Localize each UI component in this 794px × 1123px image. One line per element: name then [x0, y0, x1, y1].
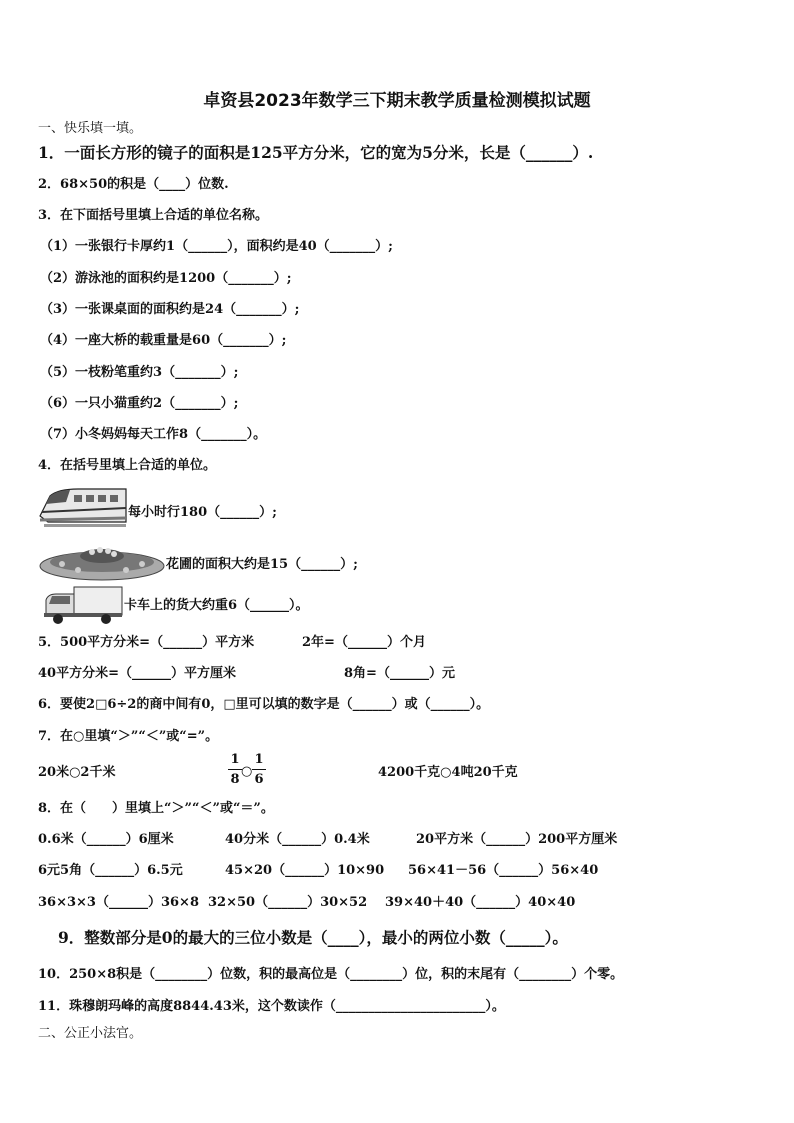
fraction-denominator: 6 — [254, 772, 264, 787]
question-5-d: 8角=（______）元 — [344, 666, 455, 681]
question-2: 2．68×50的积是（____）位数. — [38, 177, 229, 192]
question-3-item-7: （7）小冬妈妈每天工作8（_______）。 — [40, 427, 267, 442]
question-3-item-1: （1）一张银行卡厚约1（______），面积约是40（_______）; — [40, 239, 393, 254]
question-6: 6．要使2□6÷2的商中间有0，□里可以填的数字是（______）或（______）。 — [38, 697, 490, 712]
question-7-c: 4200千克○4吨20千克 — [378, 765, 518, 780]
question-8-r3-c2: 32×50（______）30×52 — [208, 895, 368, 910]
question-8-r3-c3: 39×40＋40（______）40×40 — [385, 895, 576, 910]
question-4-item-1: 每小时行180（______）; — [128, 505, 277, 520]
question-4-item-3: 卡车上的货大约重6（______）。 — [124, 598, 309, 613]
fraction-one-sixth — [252, 752, 266, 787]
train-image — [38, 486, 128, 532]
fraction-one-eighth — [228, 752, 242, 787]
question-9: 9．整数部分是0的最大的三位小数是（____），最小的两位小数（_____）。 — [58, 928, 568, 947]
page-title: 卓资县2023年数学三下期末教学质量检测模拟试题 — [203, 91, 591, 111]
question-5-c: 40平方分米=（______）平方厘米 — [38, 666, 236, 681]
fraction-denominator: 8 — [230, 772, 240, 787]
question-3-item-2: （2）游泳池的面积约是1200（_______）; — [40, 271, 292, 286]
question-10: 10．250×8积是（________）位数，积的最高位是（________）位，积的末尾有（________）个零。 — [38, 967, 624, 982]
fraction-numerator: 1 — [254, 752, 264, 767]
compare-circle: ○ — [241, 764, 253, 779]
question-8-r1-c2: 40分米（______）0.4米 — [225, 832, 370, 847]
question-7: 7．在○里填“＞”“＜”或“=”。 — [38, 729, 219, 744]
truck-image — [42, 584, 124, 626]
question-4-item-2: 花圃的面积大约是15（______）; — [166, 557, 358, 572]
question-8-r1-c1: 0.6米（______）6厘米 — [38, 832, 174, 847]
fraction-numerator: 1 — [230, 752, 240, 767]
section-heading-2: 二、公正小法官。 — [38, 1026, 143, 1041]
question-1: 1．一面长方形的镜子的面积是125平方分米，它的宽为5分米，长是（______）. — [38, 143, 594, 162]
question-8-r2-c2: 45×20（______）10×90 — [225, 863, 385, 878]
section-heading-1: 一、快乐填一填。 — [38, 121, 143, 136]
question-8-r2-c1: 6元5角（______）6.5元 — [38, 863, 183, 878]
question-3-item-6: （6）一只小猫重约2（_______）; — [40, 396, 239, 411]
question-8-r1-c3: 20平方米（______）200平方厘米 — [416, 832, 618, 847]
question-3-item-3: （3）一张课桌面的面积约是24（_______）; — [40, 302, 300, 317]
question-4: 4．在括号里填上合适的单位。 — [38, 458, 217, 473]
question-3: 3．在下面括号里填上合适的单位名称。 — [38, 208, 269, 223]
question-11: 11．珠穆朗玛峰的高度8844.43米，这个数读作（_______________________）。 — [38, 999, 505, 1014]
question-3-item-4: （4）一座大桥的载重量是60（_______）; — [40, 333, 287, 348]
question-5-a: 5．500平方分米=（______）平方米 — [38, 635, 255, 650]
question-7-a: 20米○2千米 — [38, 765, 116, 780]
question-8-r3-c1: 36×3×3（______）36×8 — [38, 895, 199, 910]
question-8-r2-c3: 56×41－56（______）56×40 — [408, 863, 599, 878]
question-3-item-5: （5）一枝粉笔重约3（_______）; — [40, 365, 239, 380]
question-8: 8．在（ ）里填上“＞”“＜”或“＝”。 — [38, 801, 274, 816]
flower-garden-image — [38, 542, 166, 582]
question-5-b: 2年=（______）个月 — [302, 635, 426, 650]
